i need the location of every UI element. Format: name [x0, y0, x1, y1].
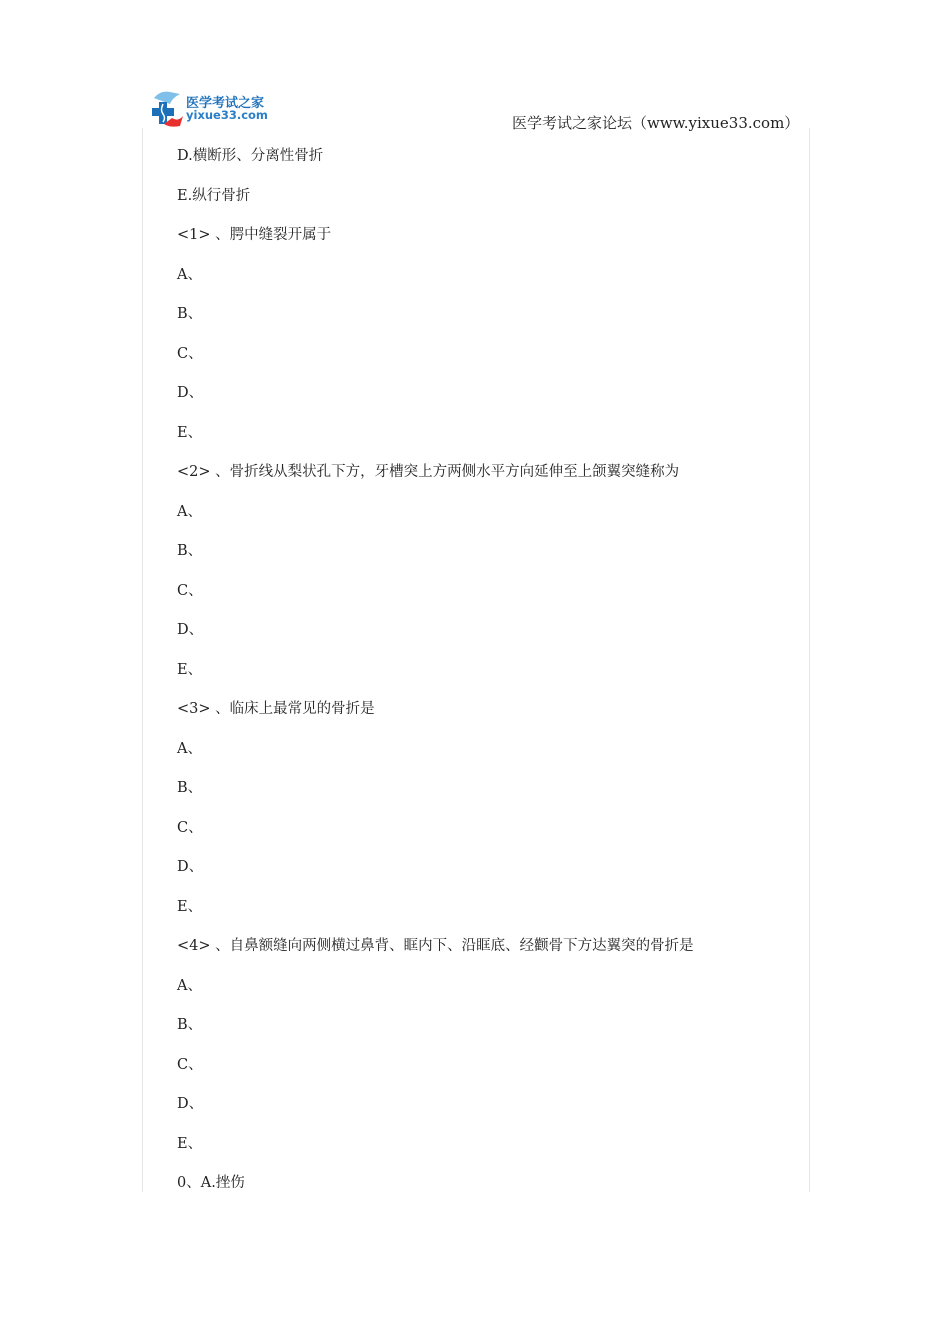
option-line: E、	[177, 661, 203, 678]
option-line: D、	[177, 622, 204, 638]
option-line: A、	[177, 740, 202, 757]
option-line: E、	[177, 424, 203, 441]
option-line: A、	[177, 977, 202, 994]
option-line: D、	[177, 1096, 204, 1112]
option-line: B、	[177, 543, 203, 559]
site-logo[interactable]	[150, 88, 275, 128]
question-stem: <1> 、腭中缝裂开属于	[177, 227, 332, 243]
option-line: C、	[177, 582, 203, 599]
logo-chinese-text: 医学考试之家	[186, 96, 265, 111]
logo-domain-text: yixue33.com	[186, 108, 268, 122]
option-line: C、	[177, 819, 203, 836]
header-site-name: 医学考试之家论坛（www.yixue33.com）	[512, 114, 800, 132]
option-line: E、	[177, 1135, 203, 1152]
question-stem: <4> 、自鼻额缝向两侧横过鼻背、眶内下、沿眶底、经颧骨下方达翼突的骨折是	[177, 938, 694, 954]
option-line: E.纵行骨折	[177, 187, 251, 204]
option-line: A、	[177, 266, 202, 283]
option-line: D、	[177, 859, 204, 875]
document-body	[177, 146, 694, 1213]
option-line: B、	[177, 1017, 203, 1033]
question-stem: <2> 、骨折线从梨状孔下方，牙槽突上方两侧水平方向延伸至上颌翼突缝称为	[177, 464, 680, 480]
medical-cross-icon	[150, 88, 184, 128]
option-line: C、	[177, 1056, 203, 1073]
option-line: C、	[177, 345, 203, 362]
option-line: D、	[177, 385, 204, 401]
option-line: E、	[177, 898, 203, 915]
option-line: 0、A.挫伤	[177, 1175, 245, 1191]
question-stem: <3> 、临床上最常见的骨折是	[177, 701, 375, 717]
option-line: B、	[177, 780, 203, 796]
option-line: B、	[177, 306, 203, 322]
option-line: D.横断形、分离性骨折	[177, 148, 324, 164]
option-line: A、	[177, 503, 202, 520]
